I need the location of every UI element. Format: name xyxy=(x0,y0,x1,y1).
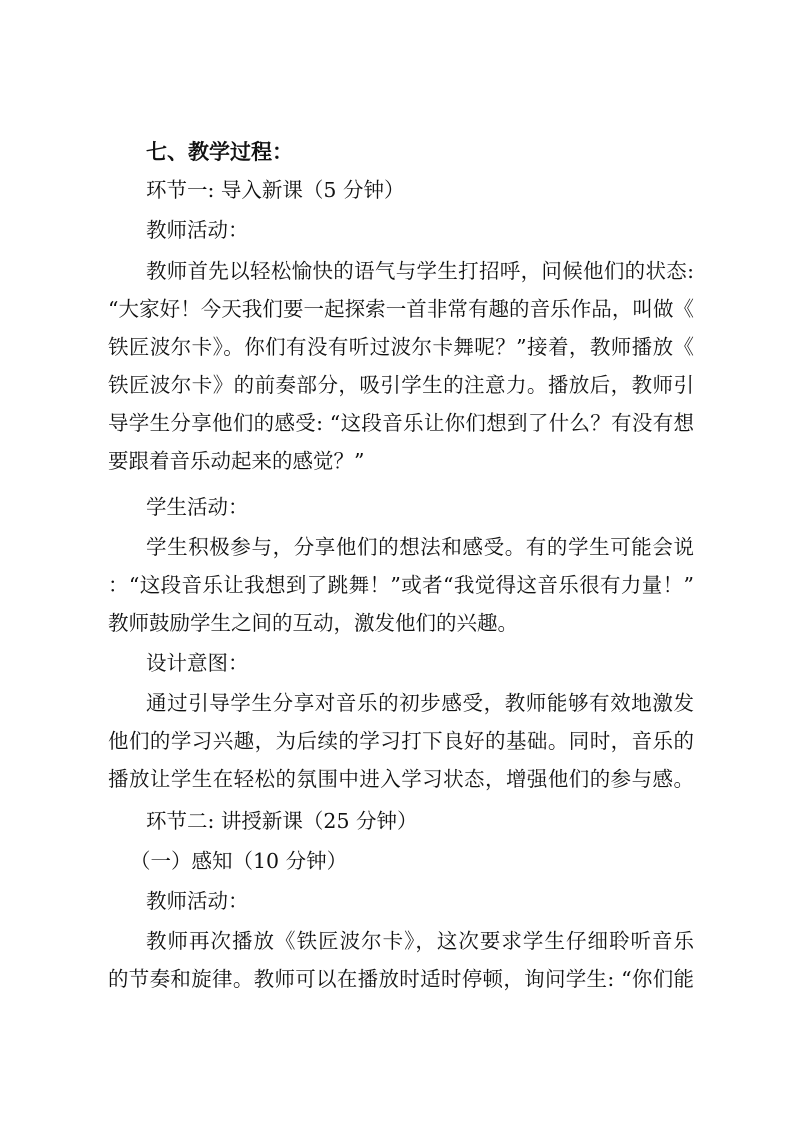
stage1-intent-line-2: 他们的学习兴趣，为后续的学习打下良好的基础。同时，音乐的 xyxy=(108,729,694,753)
stage1-student-label: 学生活动： xyxy=(146,495,249,519)
stage2-teacher-label: 教师活动： xyxy=(146,889,249,913)
stage1-teacher-line-3: 铁匠波尔卡》。你们有没有听过波尔卡舞呢？”接着，教师播放《 xyxy=(108,335,694,359)
stage1-student-line-3: 教师鼓励学生之间的互动，激发他们的兴趣。 xyxy=(108,611,518,635)
stage1-student-line-2: ：“这段音乐让我想到了跳舞！”或者“我觉得这音乐很有力量！” xyxy=(108,573,694,597)
stage2-title: 环节二: 讲授新课（25 分钟） xyxy=(146,809,418,833)
stage1-teacher-line-5: 导学生分享他们的感受: “这段音乐让你们想到了什么？有没有想 xyxy=(108,411,694,435)
stage1-intent-line-3: 播放让学生在轻松的氛围中进入学习状态，增强他们的参与感。 xyxy=(108,767,694,791)
stage1-teacher-line-4: 铁匠波尔卡》的前奏部分，吸引学生的注意力。播放后，教师引 xyxy=(108,373,694,397)
stage1-intent-line-1: 通过引导学生分享对音乐的初步感受，教师能够有效地激发 xyxy=(146,691,694,715)
stage2-teacher-line-2: 的节奏和旋律。教师可以在播放时适时停顿，询问学生: “你们能 xyxy=(108,967,694,991)
section-title: 七、教学过程： xyxy=(146,140,293,164)
stage1-title: 环节一: 导入新课（5 分钟） xyxy=(146,178,405,202)
stage1-intent-label: 设计意图： xyxy=(146,651,249,675)
stage1-student-line-1: 学生积极参与，分享他们的想法和感受。有的学生可能会说 xyxy=(146,535,694,559)
stage1-teacher-line-6: 要跟着音乐动起来的感觉？” xyxy=(108,449,365,473)
stage1-teacher-line-2: “大家好！今天我们要一起探索一首非常有趣的音乐作品，叫做《 xyxy=(108,297,694,321)
stage2-sub1-title: （一）感知（10 分钟） xyxy=(130,849,348,873)
stage1-teacher-line-1: 教师首先以轻松愉快的语气与学生打招呼，问候他们的状态: xyxy=(146,259,694,283)
stage1-teacher-label: 教师活动： xyxy=(146,218,249,242)
stage2-teacher-line-1: 教师再次播放《铁匠波尔卡》，这次要求学生仔细聆听音乐 xyxy=(146,929,694,953)
